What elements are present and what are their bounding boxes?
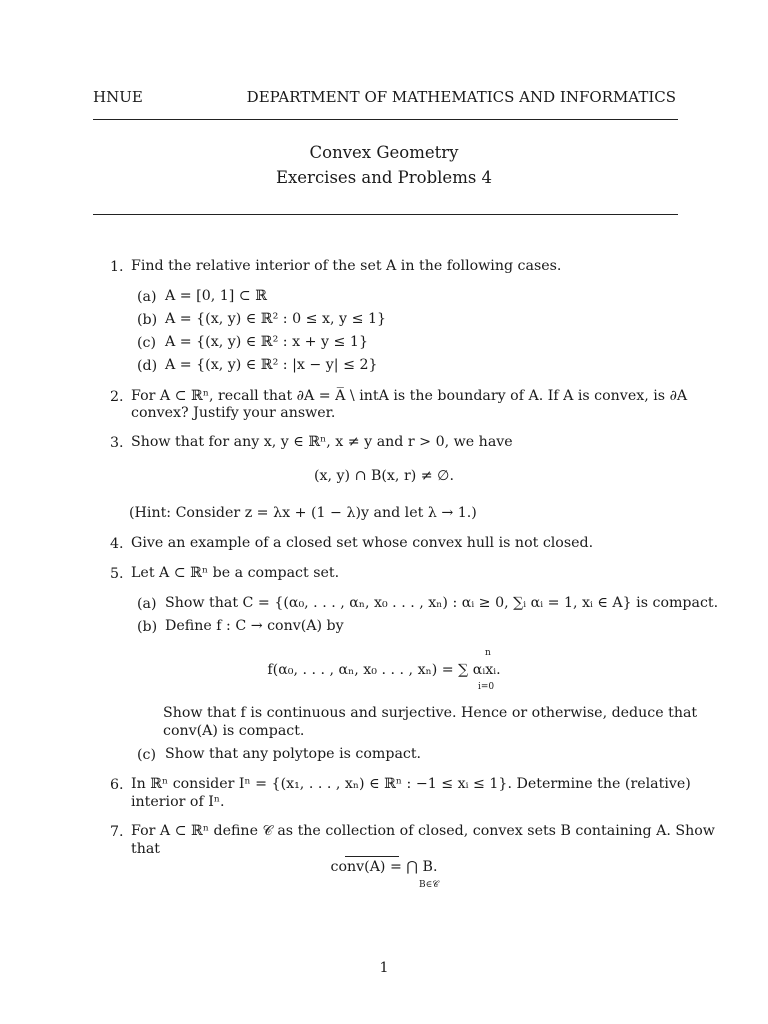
problem-1b-label: (b) xyxy=(137,312,158,328)
problem-7-cap-bottom: B∈𝒞 xyxy=(419,880,439,890)
problem-5b-followup-2: conv(A) is compact. xyxy=(163,723,305,739)
title-line-2: Exercises and Problems 4 xyxy=(275,168,493,187)
problem-1a-label: (a) xyxy=(137,289,157,305)
problem-5b-followup-1: Show that f is continuous and surjective. Hence or otherwise, deduce that xyxy=(163,705,698,721)
problem-3-number: 3. xyxy=(110,435,124,451)
problem-7-line-1: For A ⊂ ℝⁿ define 𝒞 as the collection of closed, convex sets B containing A. Show xyxy=(131,823,715,839)
problem-2-number: 2. xyxy=(110,389,124,405)
problem-5b-text: Define f : C → conv(A) by xyxy=(165,618,344,634)
problem-5b-label: (b) xyxy=(137,619,158,635)
problem-1c-text: A = {(x, y) ∈ ℝ² : x + y ≤ 1} xyxy=(165,334,368,350)
problem-1b-text: A = {(x, y) ∈ ℝ² : 0 ≤ x, y ≤ 1} xyxy=(165,311,387,327)
problem-5a-label: (a) xyxy=(137,596,157,612)
problem-5a-text: Show that C = {(α₀, . . . , αₙ, x₀ . . . , xₙ) : αᵢ ≥ 0, ∑ᵢ αᵢ = 1, xᵢ ∈ A} is compact. xyxy=(165,595,719,611)
conv-overline xyxy=(345,856,399,857)
problem-5-sum-bottom: i=0 xyxy=(478,682,495,692)
problem-7-line-2: that xyxy=(131,841,160,857)
problem-5-sum-top: n xyxy=(485,648,491,658)
problem-5-text: Let A ⊂ ℝⁿ be a compact set. xyxy=(131,565,340,581)
problem-5c-text: Show that any polytope is compact. xyxy=(165,746,422,762)
problem-1a-text: A = [0, 1] ⊂ ℝ xyxy=(165,288,267,304)
problem-5-display: f(α₀, . . . , αₙ, x₀ . . . , xₙ) = ∑ αᵢxᵢ. xyxy=(267,662,501,678)
problem-1-text: Find the relative interior of the set A in the following cases. xyxy=(131,258,562,274)
problem-5-number: 5. xyxy=(110,566,124,582)
problem-1-number: 1. xyxy=(110,259,124,275)
problem-4-text: Give an example of a closed set whose convex hull is not closed. xyxy=(131,535,594,551)
title-rule xyxy=(93,214,678,215)
problem-6-number: 6. xyxy=(110,777,124,793)
problem-7-display: conv(A) = ⋂ B. xyxy=(330,859,438,875)
problem-3-display: (x, y) ∩ B(x, r) ≠ ∅. xyxy=(313,468,455,484)
problem-3-text: Show that for any x, y ∈ ℝⁿ, x ≠ y and r > 0, we have xyxy=(131,434,513,450)
problem-1d-label: (d) xyxy=(137,358,158,374)
problem-2-line-2: convex? Justify your answer. xyxy=(131,405,336,421)
header-rule xyxy=(93,119,678,120)
problem-6-line-2: interior of Iⁿ. xyxy=(131,794,225,810)
header-left: HNUE xyxy=(93,88,143,106)
problem-6-line-1: In ℝⁿ consider Iⁿ = {(x₁, . . . , xₙ) ∈ ℝⁿ : −1 ≤ xᵢ ≤ 1}. Determine the (relative) xyxy=(131,776,691,792)
problem-4-number: 4. xyxy=(110,536,124,552)
problem-3-hint: (Hint: Consider z = λx + (1 − λ)y and let λ → 1.) xyxy=(129,505,477,521)
title-line-1: Convex Geometry xyxy=(309,143,459,162)
problem-7-number: 7. xyxy=(110,824,124,840)
page-number: 1 xyxy=(379,960,389,976)
problem-1d-text: A = {(x, y) ∈ ℝ² : |x − y| ≤ 2} xyxy=(165,357,378,373)
problem-2-line-1: For A ⊂ ℝⁿ, recall that ∂A = A̅ \ intA is the boundary of A. If A is convex, is ∂A xyxy=(131,388,688,404)
header-right: DEPARTMENT OF MATHEMATICS AND INFORMATICS xyxy=(246,88,676,106)
problem-1c-label: (c) xyxy=(137,335,157,351)
problem-5c-label: (c) xyxy=(137,747,157,763)
